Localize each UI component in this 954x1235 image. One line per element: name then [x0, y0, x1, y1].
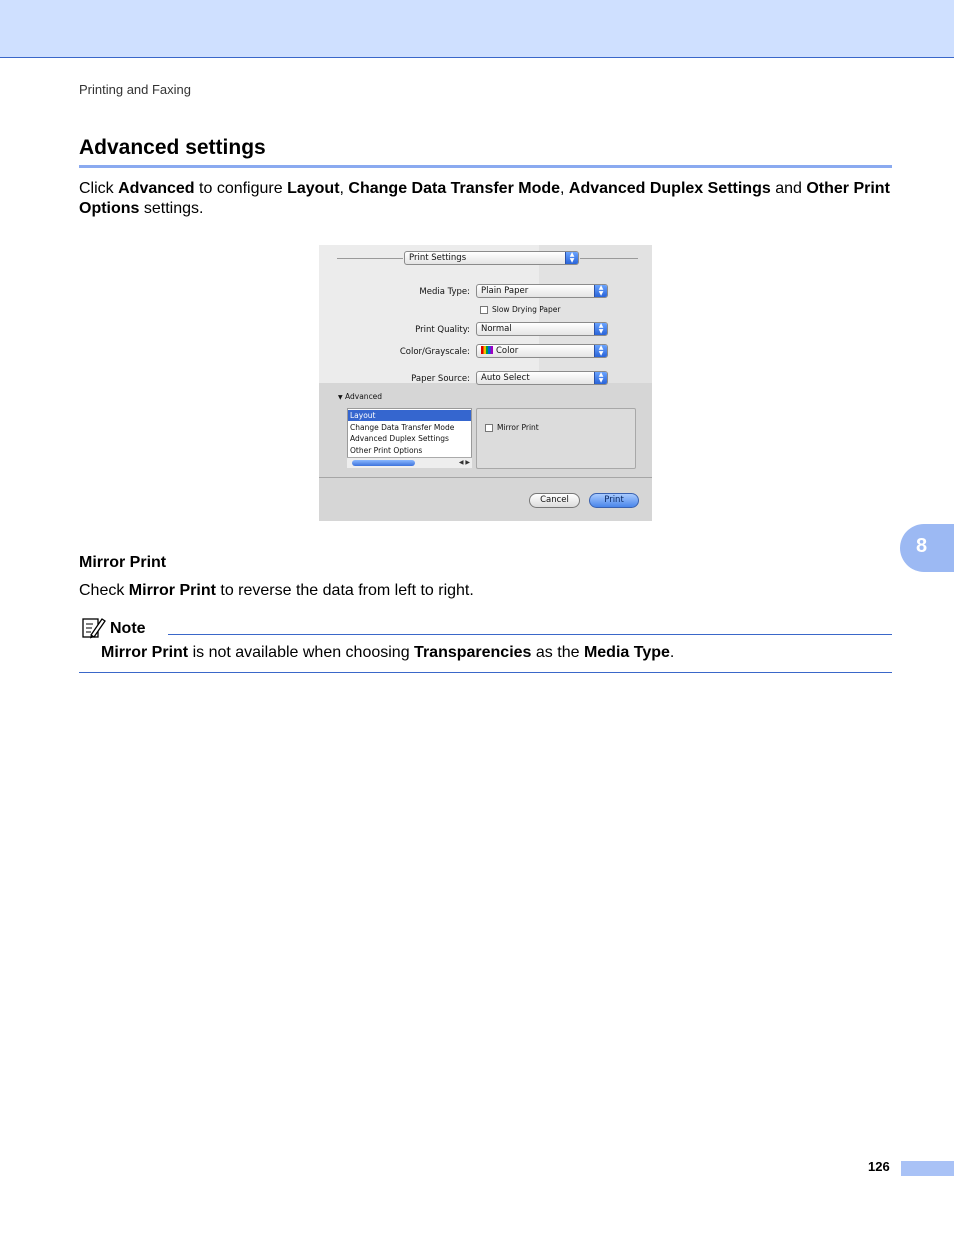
media-type-label: Media Type: [419, 287, 470, 297]
section-title: Advanced settings [79, 136, 266, 159]
mirror-print-paragraph: Check Mirror Print to reverse the data from left to right. [79, 582, 474, 599]
updown-arrows-icon: ▲ ▼ [594, 285, 607, 297]
panel-separator-right [580, 258, 638, 259]
subsection-title: Mirror Print [79, 554, 167, 571]
paper-source-label: Paper Source: [411, 374, 470, 384]
updown-arrows-icon: ▲ ▼ [594, 372, 607, 384]
print-quality-label: Print Quality: [415, 325, 470, 335]
slow-drying-label: Slow Drying Paper [492, 305, 561, 314]
panel-separator-left [337, 258, 403, 259]
note-title: Note [110, 620, 146, 637]
layout-options-panel [476, 408, 636, 469]
updown-arrows-icon: ▲ ▼ [594, 323, 607, 335]
page-number: 126 [868, 1159, 890, 1174]
intro-paragraph: Click Advanced to configure Layout, Change Data Transfer Mode, Advanced Duplex Settings and Other Print Options settings. [79, 180, 890, 217]
media-type-popup[interactable]: Plain Paper ▲ ▼ [476, 284, 608, 298]
chapter-tab: 8 [900, 524, 954, 572]
color-grayscale-popup[interactable]: Color ▲ ▼ [476, 344, 608, 358]
scroll-arrows-icon[interactable]: ◀ ▶ [458, 459, 470, 466]
list-item-layout[interactable]: Layout [348, 410, 471, 421]
list-item-advanced-duplex-settings[interactable]: Advanced Duplex Settings [350, 434, 449, 443]
disclosure-triangle-icon: ▼ [338, 394, 343, 401]
header-band [0, 0, 954, 58]
mirror-print-checkbox[interactable] [485, 424, 493, 432]
note-rule-top [168, 634, 892, 635]
updown-arrows-icon: ▲ ▼ [594, 345, 607, 357]
note-rule-bottom [79, 672, 892, 673]
print-button[interactable]: Print [589, 493, 639, 508]
section-title-rule [79, 165, 892, 168]
print-quality-popup[interactable]: Normal ▲ ▼ [476, 322, 608, 336]
list-item-change-data-transfer-mode[interactable]: Change Data Transfer Mode [350, 423, 455, 432]
dialog-upper-area [319, 245, 652, 383]
paper-source-popup[interactable]: Auto Select ▲ ▼ [476, 371, 608, 385]
updown-arrows-icon: ▲ ▼ [565, 252, 578, 264]
list-item-other-print-options[interactable]: Other Print Options [350, 446, 423, 455]
button-separator [319, 477, 652, 478]
color-swatch-icon [481, 346, 493, 354]
note-body: Mirror Print is not available when choosing Transparencies as the Media Type. [101, 644, 675, 661]
note-pencil-icon [81, 616, 106, 639]
cancel-button[interactable]: Cancel [529, 493, 580, 508]
list-horizontal-scrollbar[interactable] [347, 457, 472, 468]
page-number-bar [901, 1161, 954, 1176]
slow-drying-checkbox[interactable] [480, 306, 488, 314]
advanced-disclosure[interactable]: ▼ Advanced [338, 392, 383, 401]
color-grayscale-label: Color/Grayscale: [399, 347, 470, 357]
panel-select-popup[interactable]: Print Settings ▲ ▼ [404, 251, 579, 265]
scrollbar-thumb[interactable] [352, 460, 415, 466]
mirror-print-label: Mirror Print [497, 423, 539, 432]
print-settings-dialog [319, 245, 652, 521]
breadcrumb: Printing and Faxing [79, 82, 192, 97]
